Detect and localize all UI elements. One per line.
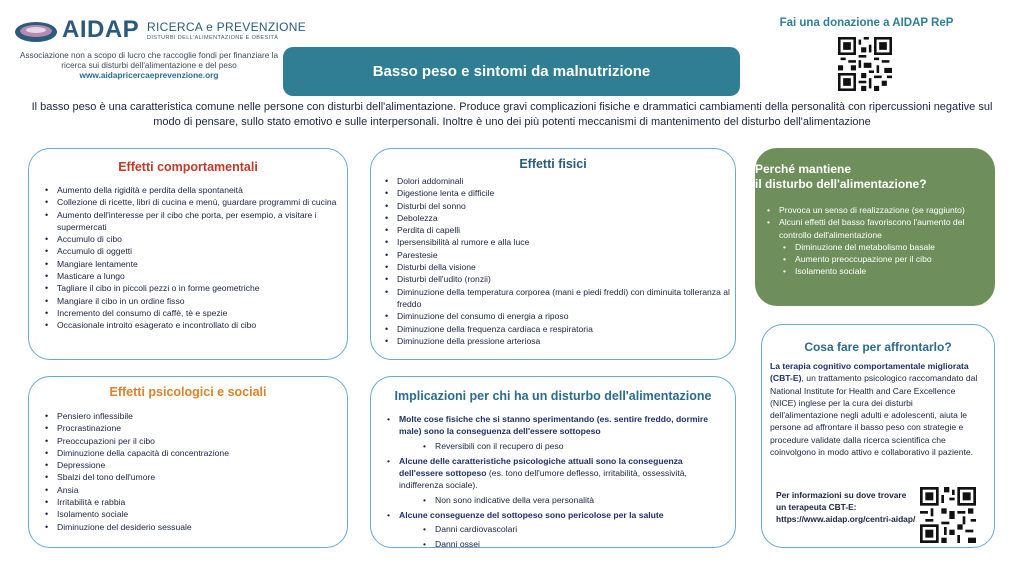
- list-item: • Disturbi dell'udito (ronzii): [379, 273, 735, 285]
- card-effetti-fisici: [370, 148, 736, 360]
- card-title: Cosa fare per affrontarlo?: [804, 340, 952, 354]
- list-item: • Diminuzione della frequenza cardiaca e respiratoria: [379, 323, 735, 335]
- sub-list-item: • Isolamento sociale: [765, 265, 983, 277]
- list-item: • Diminuzione della capacità di concentrazione: [39, 447, 347, 459]
- info-link[interactable]: Per informazioni su dove trovare un terapeuta CBT-E: https://www.aidap.org/centri-aidap/: [776, 490, 916, 524]
- list-item: • Ansia: [39, 484, 347, 496]
- sub-list-item: • Danni ossei: [381, 538, 719, 550]
- comportamentali-list: [29, 184, 347, 332]
- list-item: • Disturbi del sonno: [379, 200, 735, 212]
- card-title: [755, 162, 995, 192]
- association-description: [18, 50, 280, 80]
- list-item: • Depressione: [39, 459, 347, 471]
- implicazioni-body: [371, 413, 735, 550]
- sub-list-item: • Non sono indicative della vera personalità: [381, 494, 719, 506]
- intro-paragraph: Il basso peso è una caratteristica comune nelle persone con disturbi dell'alimentazione. Produce gravi complicazioni fisiche e drammatici cambiamenti della personalità con ripercussioni negative sul modo di pensare, sullo stato emotivo e sulle interpersonali. Inoltre è uno dei più potenti meccanismi di mantenimento del disturbo dell'alimentazione: [31, 101, 993, 128]
- title-line-1: Perché mantiene: [755, 162, 852, 176]
- qr-code-icon[interactable]: [920, 487, 976, 543]
- bold-text: Alcune conseguenze del sottopeso sono pericolose per la salute: [399, 510, 664, 521]
- perche-list: [755, 204, 995, 278]
- plain-text: (es. tono dell'umore deflesso, irritabilità, ossessività, indifferenza sociale).: [399, 468, 687, 491]
- page-title: Basso peso e sintomi da malnutrizione: [283, 47, 740, 96]
- list-item: • Tagliare il cibo in piccoli pezzi o in forme geometriche: [39, 282, 347, 294]
- card-effetti-psicologici: [28, 376, 348, 548]
- card-title: Effetti psicologici e sociali: [109, 385, 267, 399]
- title-line-2: il disturbo dell'alimentazione?: [755, 177, 927, 191]
- list-item: • Digestione lenta e difficile: [379, 187, 735, 199]
- list-item: • Ipersensibilità al rumore e alla luce: [379, 236, 735, 248]
- list-item: • Accumulo di cibo: [39, 233, 347, 245]
- list-item: • Mangiare lentamente: [39, 258, 347, 270]
- list-item: • Accumulo di oggetti: [39, 245, 347, 257]
- list-item: • Debolezza: [379, 212, 735, 224]
- bold-text: Molte cose fisiche che si stanno sperimentando (es. sentire freddo, dormire male) sono la conseguenza dell'essere sottopeso: [399, 414, 708, 437]
- card-title: Effetti comportamentali: [118, 160, 258, 174]
- list-item: • Occasionale introito esagerato e incontrollato di cibo: [39, 319, 347, 331]
- list-item: • Preoccupazioni per il cibo: [39, 435, 347, 447]
- bold-text: Alcune delle caratteristiche psicologiche attuali sono la conseguenza dell'essere sottopeso: [399, 455, 683, 479]
- psicologici-list: [29, 410, 347, 533]
- list-item: • Isolamento sociale: [39, 508, 347, 520]
- list-item: • Mangiare il cibo in un ordine fisso: [39, 295, 347, 307]
- list-item: • Diminuzione della temperatura corporea (mani e piedi freddi) con diminuita tolleranza al freddo: [379, 286, 735, 311]
- logo-mark-icon: [14, 20, 58, 44]
- list-item: • Incremento del consumo di caffè, tè e spezie: [39, 307, 347, 319]
- card-title: Implicazioni per chi ha un disturbo dell'alimentazione: [394, 389, 712, 403]
- list-item: [381, 455, 719, 492]
- list-item: • Aumento dell'interesse per il cibo che porta, per esempio, a visitare i supermercati: [39, 209, 347, 234]
- card-title: Effetti fisici: [519, 157, 587, 171]
- logo-name: AIDAP: [62, 16, 140, 43]
- list-item: • Diminuzione della pressione arteriosa: [379, 335, 735, 347]
- card-cosa-fare: [761, 324, 995, 548]
- list-item: • Disturbi della visione: [379, 261, 735, 273]
- list-item: • Sbalzi del tono dell'umore: [39, 471, 347, 483]
- list-item: • Alcuni effetti del basso favoriscono l'aumento del controllo dell'alimentazione: [765, 216, 983, 241]
- bold-text: La terapia cognitivo comportamentale migliorata (CBT-E): [770, 361, 969, 384]
- list-item: • Masticare a lungo: [39, 270, 347, 282]
- sub-list-item: • Diminuzione del metabolismo basale: [765, 241, 983, 253]
- list-item: • Provoca un senso di realizzazione (se raggiunto): [765, 204, 983, 216]
- card-effetti-comportamentali: [28, 148, 348, 360]
- list-item: • Aumento della rigidità e perdita della spontaneità: [39, 184, 347, 196]
- list-item: • Dolori addominali: [379, 175, 735, 187]
- qr-code-icon[interactable]: [838, 37, 892, 91]
- list-item: • Parestesie: [379, 249, 735, 261]
- sub-list-item: • Aumento preoccupazione per il cibo: [765, 253, 983, 265]
- association-text: Associazione non a scopo di lucro che raccoglie fondi per finanziare la ricerca sui disturbi dell'alimentazione e del peso: [19, 50, 279, 70]
- list-item: • Diminuzione del desiderio sessuale: [39, 521, 347, 533]
- sub-list-item: • Reversibili con il recupero di peso: [381, 440, 719, 452]
- list-item: • Pensiero inflessibile: [39, 410, 347, 422]
- list-item: • Irritabilità e rabbia: [39, 496, 347, 508]
- donate-label: Fai una donazione a AIDAP ReP: [779, 17, 954, 29]
- list-item: • Collezione di ricette, libri di cucina e menù, guardare programmi di cucina: [39, 196, 347, 208]
- list-item: [381, 413, 719, 438]
- fisici-list: [371, 175, 735, 347]
- card-perche-mantiene: [755, 148, 995, 306]
- website-link[interactable]: www.aidapricercaeprevenzione.org: [79, 70, 219, 80]
- cbt-paragraph: [762, 360, 994, 458]
- card-implicazioni: [370, 376, 736, 548]
- list-item: • Diminuzione del consumo di energia a riposo: [379, 310, 735, 322]
- plain-text: , un trattamento psicologico raccomandato dal National Institute for Health and Care Excellence (NICE) inglese per la cura dei disturbi dell'alimentazione negli adulti e adolescenti, aiuta le persone ad affrontare il basso peso con strategie e procedure validate dalla ricerca scientifica che coinvolgono in modo attivo e collaborativo il paziente.: [770, 373, 978, 458]
- list-item: • Perdita di capelli: [379, 224, 735, 236]
- logo-tagline: RICERCA e PREVENZIONE: [147, 20, 307, 34]
- list-item: • Procrastinazione: [39, 422, 347, 434]
- logo-subtitle: DISTURBI DELL'ALIMENTAZIONE E OBESITÀ: [147, 35, 279, 41]
- sub-list-item: • Danni cardiovascolari: [381, 523, 719, 535]
- list-item: [381, 509, 719, 521]
